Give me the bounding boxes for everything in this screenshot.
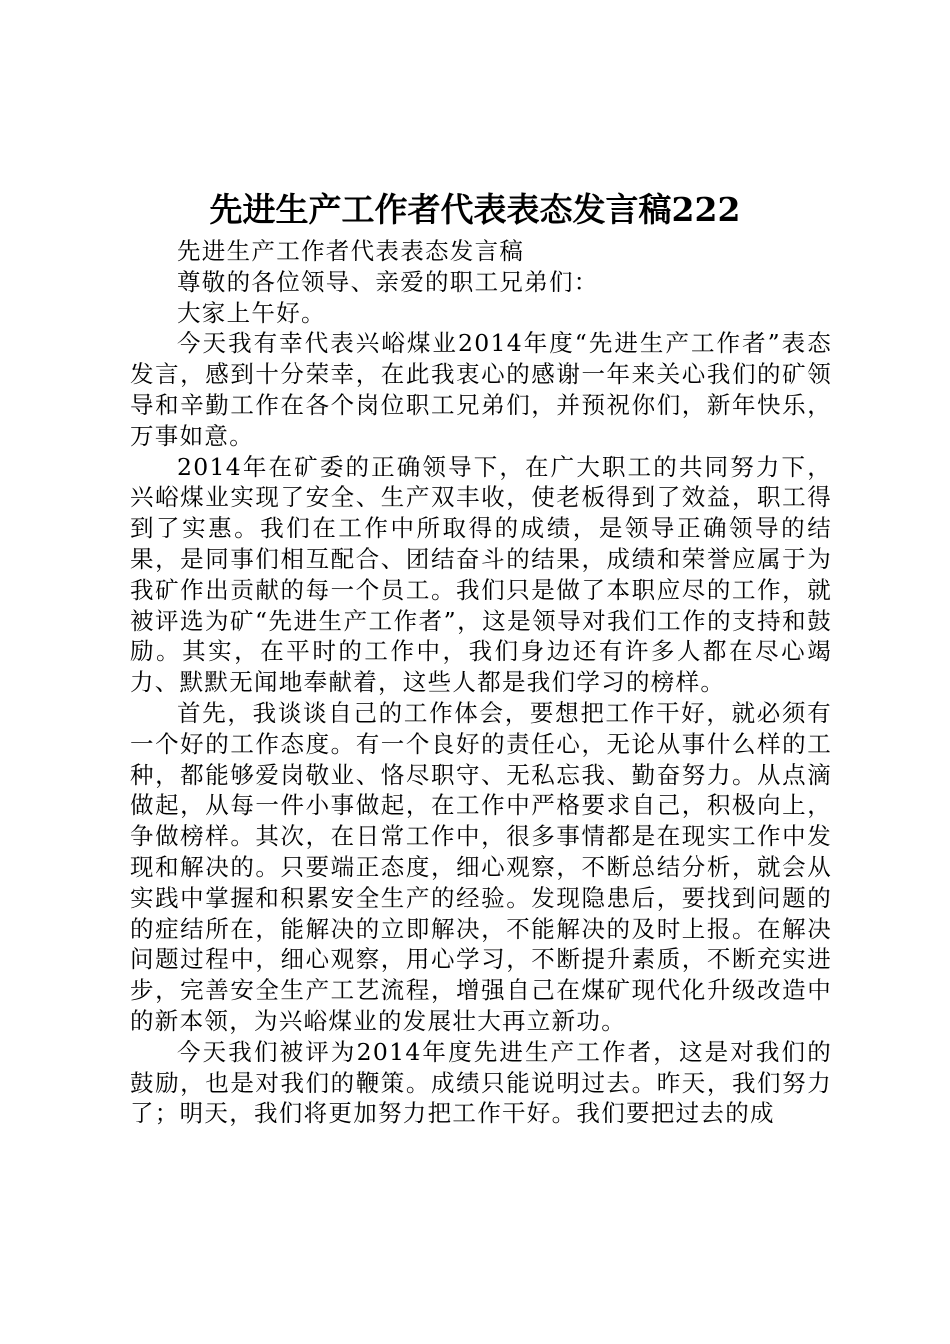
paragraph-salutation: 尊敬的各位领导、亲爱的职工兄弟们： <box>177 267 599 296</box>
document-body <box>130 236 832 1129</box>
paragraph-achievements: 2014年在矿委的正确领导下，在广大职工的共同努力下，兴峪煤业实现了安全、生产双丰收，使老板得到了效益，职工得到了实惠。我们在工作中所取得的成绩，是领导正确领导的结果，是同事们相互配合、团结奋斗的结果，成绩和荣誉应属于为我矿作出贡献的每一个员工。我们只是做了本职应尽的工作，就被评选为矿“先进生产工作者”，这是领导对我们工作的支持和鼓励。其实，在平时的工作中，我们身边还有许多人都在尽心竭力、默默无闻地奉献着，这些人都是我们学习的榜样。 <box>130 452 832 697</box>
paragraph-subtitle: 先进生产工作者代表表态发言稿 <box>177 237 525 265</box>
paragraph-opening: 今天我有幸代表兴峪煤业2014年度“先进生产工作者”表态发言，感到十分荣幸，在此我衷心的感谢一年来关心我们的矿领导和辛勤工作在各个岗位职工兄弟们，并预祝你们，新年快乐，万事如意。 <box>130 329 832 450</box>
paragraph-work-experience: 首先，我谈谈自己的工作体会，要想把工作干好，就必须有一个好的工作态度。有一个良好的责任心，无论从事什么样的工种，都能够爱岗敬业、恪尽职守、无私忘我、勤奋努力。从点滴做起，从每一件小事做起，在工作中严格要求自己，积极向上，争做榜样。其次，在日常工作中，很多事情都是在现实工作中发现和解决的。只要端正态度，细心观察，不断总结分析，就会从实践中掌握和积累安全生产的经验。发现隐患后，要找到问题的的症结所在，能解决的立即解决，不能解决的及时上报。在解决问题过程中，细心观察，用心学习，不断提升素质，不断充实进步，完善安全生产工艺流程，增强自己在煤矿现代化升级改造中的新本领，为兴峪煤业的发展壮大再立新功。 <box>130 698 832 1035</box>
paragraph-closing: 今天我们被评为2014年度先进生产工作者，这是对我们的鼓励，也是对我们的鞭策。成绩只能说明过去。昨天，我们努力了；明天，我们将更加努力把工作干好。我们要把过去的成 <box>130 1037 832 1128</box>
paragraph-greeting: 大家上午好。 <box>177 298 326 327</box>
document-title: 先进生产工作者代表表态发言稿222 <box>209 190 741 229</box>
